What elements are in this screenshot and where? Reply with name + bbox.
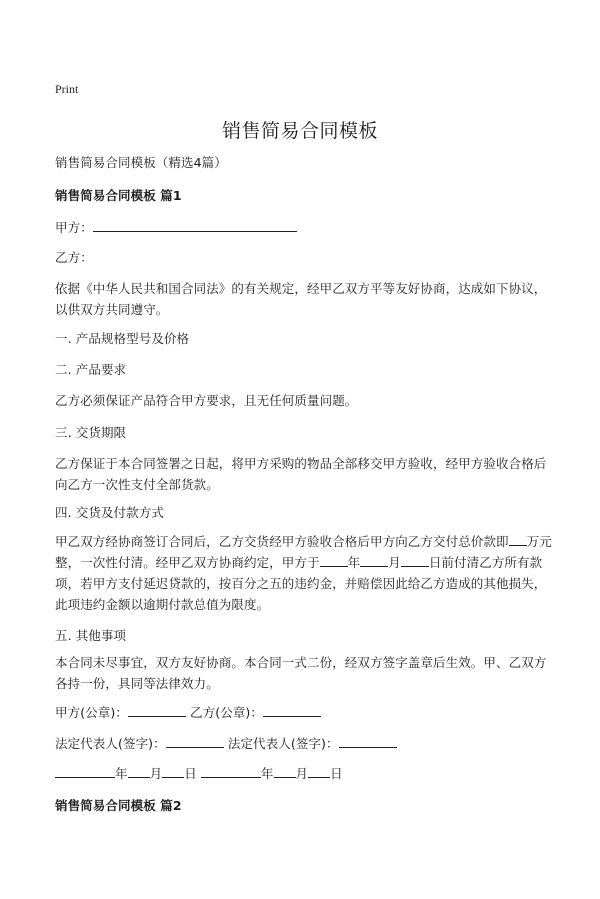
date-line: [55, 763, 555, 784]
pay-day-blank: [401, 553, 429, 567]
date-a-year-blank: [55, 764, 115, 778]
item4-text-part1: 甲乙双方经协商签订合同后，乙方交货经甲方验收合格后甲方向乙方交付总价款即: [55, 534, 509, 549]
seal-a-label: 甲方(公章)：: [55, 705, 128, 720]
item1-heading: 一. 产品规格型号及价格: [55, 331, 190, 346]
date-a-day-blank: [162, 764, 184, 778]
section2-heading: 销售简易合同模板 篇2: [55, 798, 182, 813]
date-b-day-blank: [308, 764, 330, 778]
party-a-blank: [93, 218, 297, 232]
item5-text: 本合同未尽事宜，双方友好协商。本合同一式二份，经双方签字盖章后生效。甲、乙双方各持一份，具同等法律效力。: [55, 655, 547, 691]
item2-heading: 二. 产品要求: [55, 362, 127, 377]
date-b-month-blank: [274, 764, 296, 778]
party-a-line: [55, 217, 555, 238]
rep-b-label: 法定代表人(签字)：: [227, 736, 339, 751]
intro-paragraph: 依据《中华人民共和国合同法》的有关规定，经甲乙双方平等友好协商，达成如下协议，以供双方共同遵守。: [55, 281, 547, 317]
item4-text-part3: 日前付清乙方所有款项，若甲方支付延迟贷款的，按百分之五的违约金，并赔偿因此给乙方造成的其他损失，此项违约金额以逾期付款总值为限度。: [55, 555, 547, 612]
party-b-label: 乙方：: [55, 250, 93, 265]
document-subtitle: 销售简易合同模板（精选4篇）: [55, 155, 227, 170]
rep-a-blank: [166, 734, 224, 748]
item2-text: 乙方必须保证产品符合甲方要求，且无任何质量问题。: [55, 393, 358, 408]
date-b-month: 月: [295, 766, 309, 781]
date-a-month-blank: [128, 764, 150, 778]
date-b-year: 年: [260, 766, 274, 781]
party-a-label: 甲方：: [55, 220, 93, 235]
date-b-day: 日: [330, 766, 343, 781]
pay-month-blank: [360, 553, 388, 567]
pay-month-label: 月: [388, 555, 401, 570]
section1-heading: 销售简易合同模板 篇1: [55, 188, 182, 203]
date-a-day: 日: [184, 766, 197, 781]
date-b-year-blank: [201, 764, 261, 778]
rep-b-blank: [339, 734, 397, 748]
seal-a-blank: [128, 703, 186, 717]
amount-blank: [509, 532, 527, 546]
representative-line: [55, 733, 555, 754]
seal-b-blank: [263, 703, 321, 717]
date-a-month: 月: [149, 766, 163, 781]
date-a-year: 年: [115, 766, 128, 781]
rep-a-label: 法定代表人(签字)：: [55, 736, 166, 751]
pay-year-label: 年: [347, 555, 361, 570]
seal-b-label: 乙方(公章)：: [190, 705, 264, 720]
pay-year-blank: [320, 553, 348, 567]
item4-heading: 四. 交货及付款方式: [55, 505, 164, 520]
print-label: Print: [55, 82, 79, 96]
item4-text: [55, 531, 555, 615]
item5-heading: 五. 其他事项: [55, 628, 127, 643]
item3-heading: 三. 交货期限: [55, 425, 127, 440]
document-title: 销售简易合同模板: [221, 120, 378, 142]
item4-text-part2: 万元整，一次性付清。经甲乙双方协商约定，甲方于: [55, 534, 552, 570]
item3-text: 乙方保证于本合同签署之日起，将甲方采购的物品全部移交甲方验收，经甲方验收合格后向乙方一次性支付全部货款。: [55, 456, 547, 492]
seal-line: [55, 702, 555, 723]
